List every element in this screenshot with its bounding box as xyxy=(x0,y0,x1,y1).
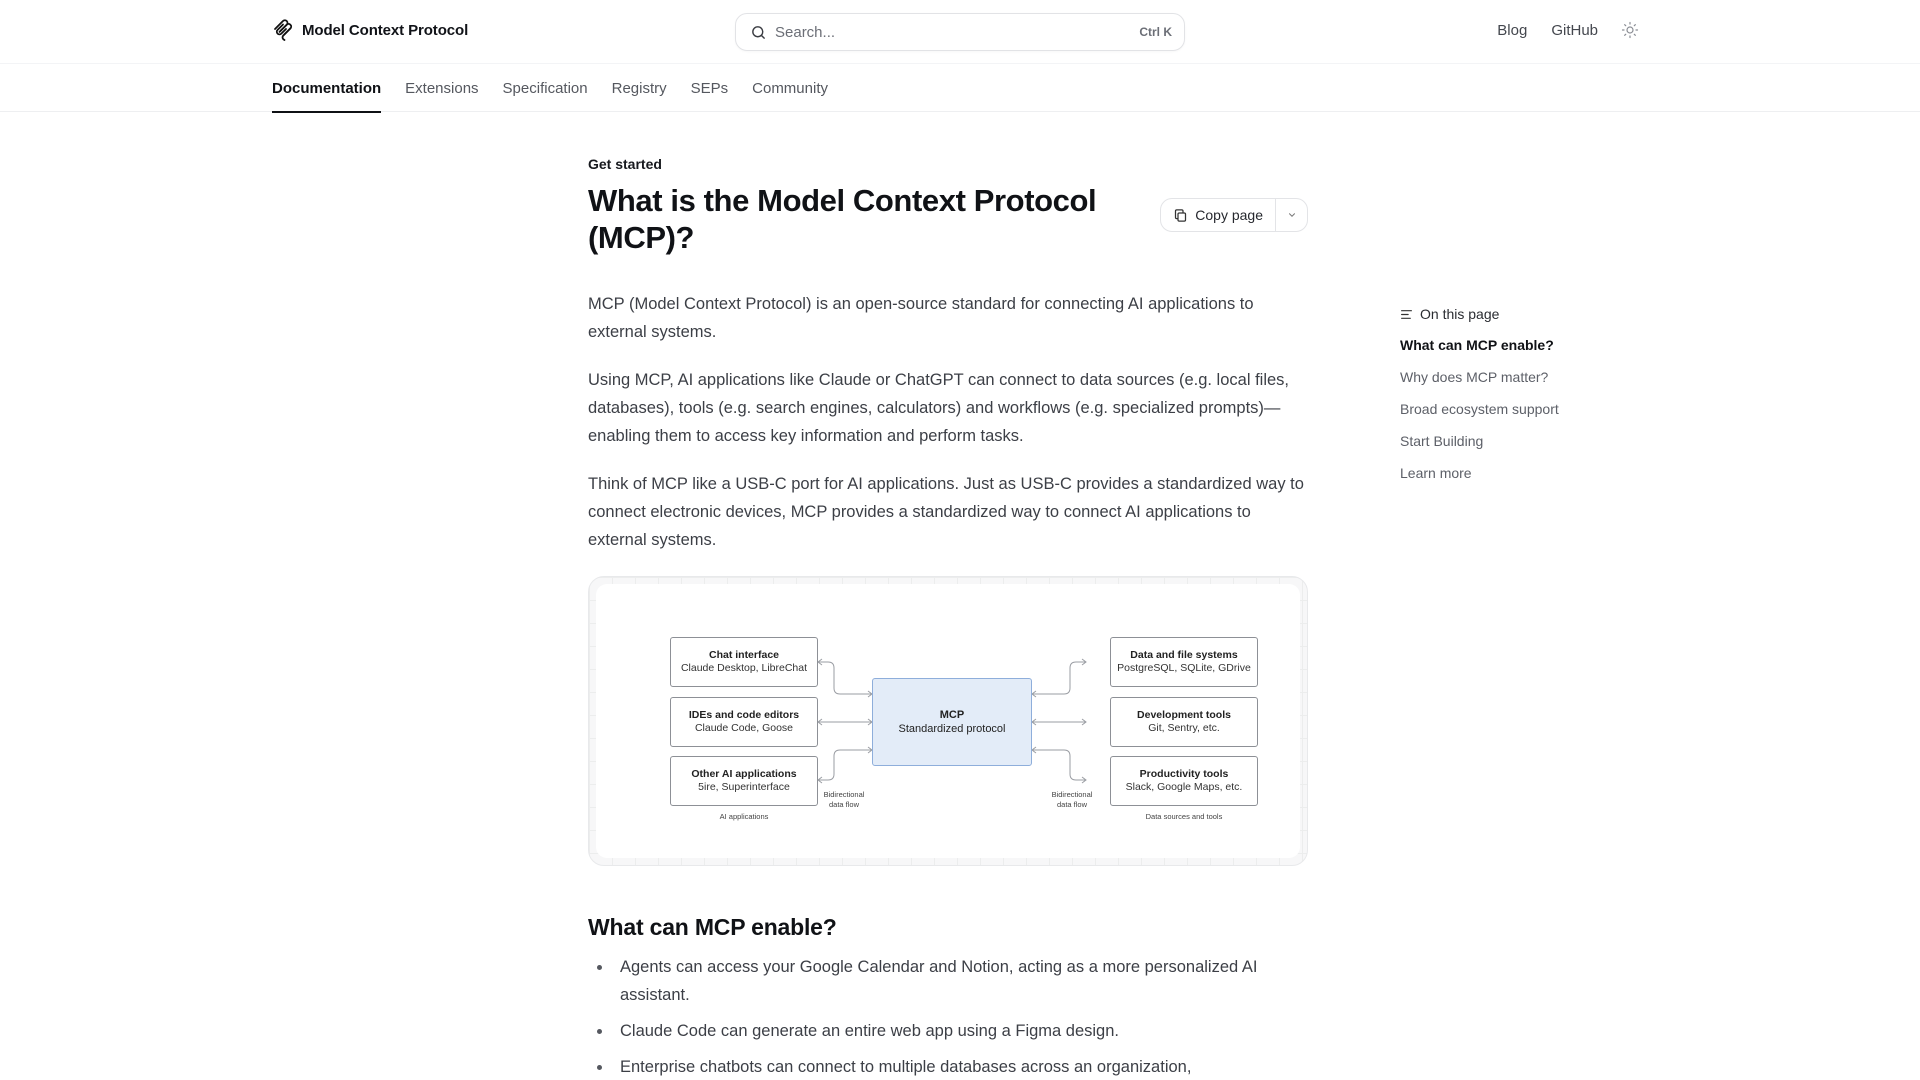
tab-extensions[interactable]: Extensions xyxy=(405,80,479,97)
diagram-caption-ai-applications: AI applications xyxy=(719,812,769,821)
diagram-caption-data-sources: Data sources and tools xyxy=(1145,812,1223,821)
tab-registry[interactable]: Registry xyxy=(611,80,667,97)
table-of-contents xyxy=(1400,306,1640,496)
search-shortcut: Ctrl K xyxy=(1139,25,1172,39)
toc-item-broad-ecosystem-support[interactable]: Broad ecosystem support xyxy=(1400,401,1559,417)
section-tabs xyxy=(272,64,852,112)
sun-icon xyxy=(1621,21,1639,39)
top-bar xyxy=(0,0,1920,64)
enable-list xyxy=(588,953,1308,1080)
logo-text: Model Context Protocol xyxy=(302,21,469,39)
search-icon xyxy=(750,24,767,41)
copy-icon xyxy=(1173,208,1188,223)
section-heading-what-can-mcp-enable: What can MCP enable? xyxy=(588,914,837,940)
diagram-caption-flow-right: Bidirectional data flow xyxy=(1051,790,1093,809)
main-content xyxy=(588,112,1308,1080)
mcp-logo-icon xyxy=(272,18,296,42)
list-item: Claude Code can generate an entire web app using a Figma design. xyxy=(588,1017,1308,1045)
diagram-box-development-tools: Development tools Git, Sentry, etc. xyxy=(1110,697,1258,747)
top-links xyxy=(1473,20,1640,40)
diagram-frame xyxy=(588,576,1308,866)
search-input[interactable] xyxy=(775,24,1139,41)
blog-link[interactable]: Blog xyxy=(1497,21,1528,39)
list-icon xyxy=(1400,308,1413,321)
copy-options-button[interactable] xyxy=(1275,199,1307,231)
analogy-paragraph: Think of MCP like a USB-C port for AI applications. Just as USB-C provides a standardized way to connect electronic devices, MCP provides a standardized way to connect AI applications to external systems. xyxy=(588,475,1304,549)
toc-item-what-can-mcp-enable[interactable]: What can MCP enable? xyxy=(1400,337,1554,353)
search-box[interactable] xyxy=(735,13,1185,51)
diagram-box-mcp: MCP Standardized protocol xyxy=(872,678,1032,766)
toc-item-why-does-mcp-matter[interactable]: Why does MCP matter? xyxy=(1400,369,1549,385)
copy-page-button[interactable] xyxy=(1161,199,1275,231)
diagram-box-data-file-systems: Data and file systems PostgreSQL, SQLite, GDrive xyxy=(1110,637,1258,687)
github-link[interactable]: GitHub xyxy=(1551,21,1598,39)
logo-link[interactable] xyxy=(272,18,468,42)
tab-community[interactable]: Community xyxy=(752,80,828,97)
diagram-box-chat-interface: Chat interface Claude Desktop, LibreChat xyxy=(670,637,818,687)
page-title: What is the Model Context Protocol (MCP)? xyxy=(588,183,1097,255)
tab-specification[interactable]: Specification xyxy=(502,80,588,97)
intro-paragraph: MCP (Model Context Protocol) is an open-source standard for connecting AI applications to external systems. xyxy=(588,295,1254,341)
mcp-architecture-diagram xyxy=(596,584,1300,858)
toc-item-start-building[interactable]: Start Building xyxy=(1400,433,1484,449)
copy-page-label: Copy page xyxy=(1195,207,1263,223)
site-header xyxy=(0,0,1920,112)
usage-paragraph: Using MCP, AI applications like Claude or ChatGPT can connect to data sources (e.g. local files, databases), tools (e.g. search engines, calculators) and workflows (e.g. specialized prompts)—enabling them to access key information and perform tasks. xyxy=(588,371,1290,445)
list-item: Agents can access your Google Calendar and Notion, acting as a more personalized AI assistant. xyxy=(588,953,1308,1009)
chevron-down-icon xyxy=(1287,210,1297,220)
toc-heading: On this page xyxy=(1400,306,1640,322)
title-row xyxy=(588,182,1308,256)
diagram-caption-flow-left: Bidirectional data flow xyxy=(823,790,865,809)
theme-toggle-button[interactable] xyxy=(1620,20,1640,40)
tab-documentation[interactable]: Documentation xyxy=(272,64,381,112)
diagram-box-other-ai-apps: Other AI applications 5ire, Superinterface xyxy=(670,756,818,806)
section-eyebrow: Get started xyxy=(588,156,662,172)
list-item: Enterprise chatbots can connect to multiple databases across an organization, xyxy=(588,1053,1308,1080)
diagram-box-productivity-tools: Productivity tools Slack, Google Maps, etc. xyxy=(1110,756,1258,806)
toc-items xyxy=(1400,336,1640,482)
tab-seps[interactable]: SEPs xyxy=(690,80,729,97)
copy-page-group xyxy=(1160,198,1308,232)
diagram-box-ides: IDEs and code editors Claude Code, Goose xyxy=(670,697,818,747)
toc-item-learn-more[interactable]: Learn more xyxy=(1400,465,1472,481)
